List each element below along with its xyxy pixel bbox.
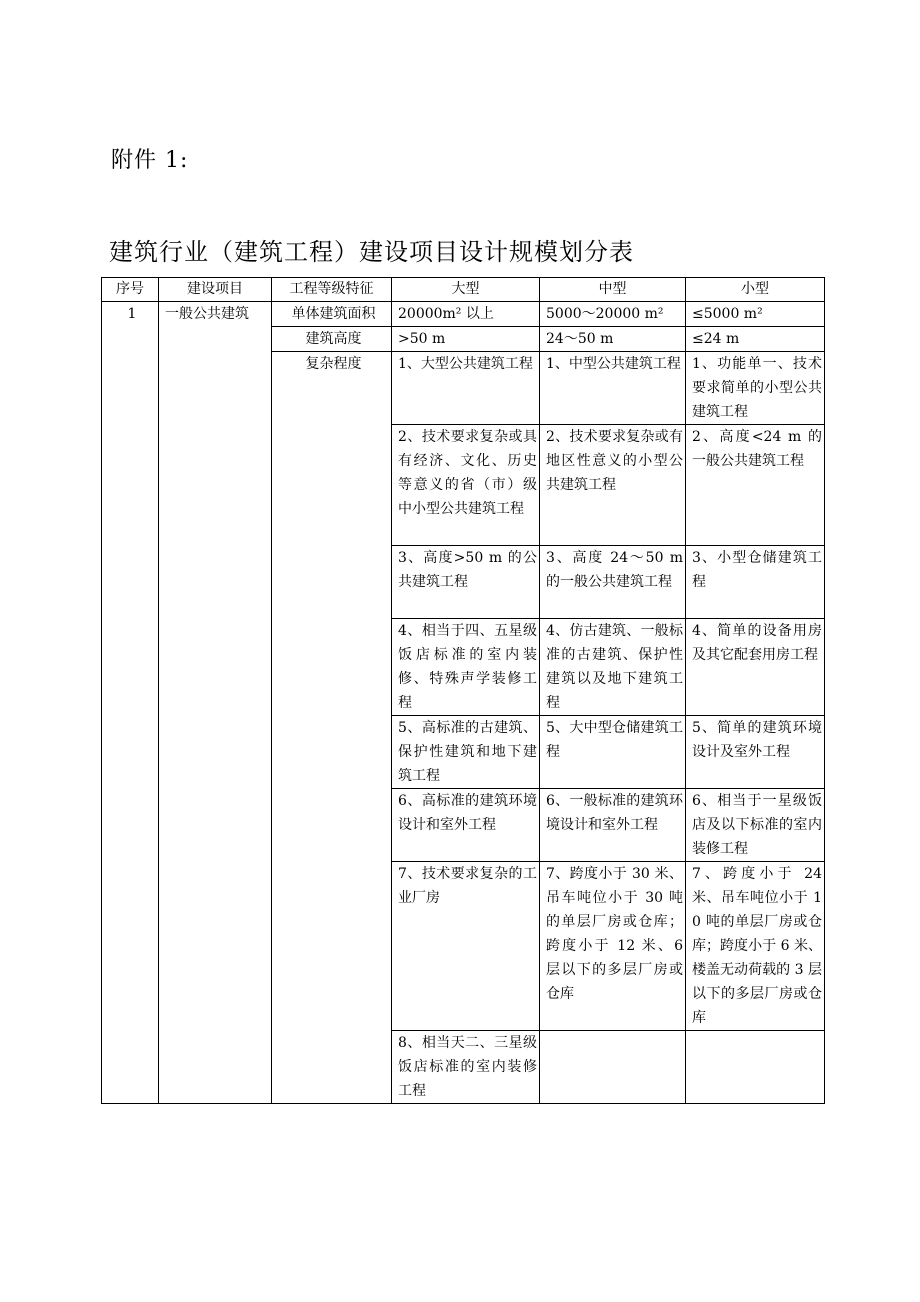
header-no: 序号 (102, 278, 159, 302)
design-scale-table (101, 277, 825, 1104)
complexity-medium-7: 7、跨度小于 30 米、吊车吨位小于 30 吨的单层厂房或仓库；跨度小于 12 米、6 层以下的多层厂房或仓库 (540, 862, 686, 1031)
complexity-small-8 (686, 1031, 825, 1104)
complexity-medium-5: 5、大中型仓储建筑工程 (540, 716, 686, 789)
header-large: 大型 (392, 278, 540, 302)
complexity-large-6: 6、高标准的建筑环境设计和室外工程 (392, 789, 540, 862)
complexity-large-8: 8、相当天二、三星级饭店标准的室内装修工程 (392, 1031, 540, 1104)
area-medium: 5000～20000 m² (540, 302, 686, 327)
area-small: ≤5000 m² (686, 302, 825, 327)
complexity-small-6: 6、相当于一星级饭店及以下标准的室内装修工程 (686, 789, 825, 862)
complexity-medium-3: 3、高度 24～50 m 的一般公共建筑工程 (540, 546, 686, 619)
height-large: >50 m (392, 327, 540, 352)
complexity-medium-2: 2、技术要求复杂或有地区性意义的小型公共建筑工程 (540, 425, 686, 546)
complexity-small-1: 1、功能单一、技术要求简单的小型公共建筑工程 (686, 352, 825, 425)
complexity-large-1: 1、大型公共建筑工程 (392, 352, 540, 425)
complexity-medium-1: 1、中型公共建筑工程 (540, 352, 686, 425)
project-name: 一般公共建筑 (159, 302, 272, 1104)
height-medium: 24～50 m (540, 327, 686, 352)
feature-area-label: 单体建筑面积 (272, 302, 392, 327)
table-header-row (102, 278, 825, 302)
complexity-small-2: 2、高度<24 m 的一般公共建筑工程 (686, 425, 825, 546)
area-large: 20000m² 以上 (392, 302, 540, 327)
document-title: 建筑行业（建筑工程）建设项目设计规模划分表 (109, 238, 634, 266)
header-project: 建设项目 (159, 278, 272, 302)
complexity-large-3: 3、高度>50 m 的公共建筑工程 (392, 546, 540, 619)
header-feature: 工程等级特征 (272, 278, 392, 302)
feature-complexity-label: 复杂程度 (272, 352, 392, 1104)
header-small: 小型 (686, 278, 825, 302)
attachment-title: 附件 1: (111, 148, 189, 173)
height-small: ≤24 m (686, 327, 825, 352)
complexity-small-3: 3、小型仓储建筑工程 (686, 546, 825, 619)
complexity-large-7: 7、技术要求复杂的工业厂房 (392, 862, 540, 1031)
complexity-medium-6: 6、一般标准的建筑环境设计和室外工程 (540, 789, 686, 862)
complexity-large-5: 5、高标准的古建筑、保护性建筑和地下建筑工程 (392, 716, 540, 789)
complexity-large-2: 2、技术要求复杂或具有经济、文化、历史等意义的省（市）级中小型公共建筑工程 (392, 425, 540, 546)
table-row (102, 302, 825, 327)
complexity-small-5: 5、简单的建筑环境设计及室外工程 (686, 716, 825, 789)
complexity-medium-4: 4、仿古建筑、一般标准的古建筑、保护性建筑以及地下建筑工程 (540, 619, 686, 716)
row-number: 1 (102, 302, 159, 1104)
complexity-medium-8 (540, 1031, 686, 1104)
complexity-small-4: 4、简单的设备用房及其它配套用房工程 (686, 619, 825, 716)
feature-height-label: 建筑高度 (272, 327, 392, 352)
header-medium: 中型 (540, 278, 686, 302)
complexity-large-4: 4、相当于四、五星级饭店标准的室内装修、特殊声学装修工程 (392, 619, 540, 716)
complexity-small-7: 7、跨度小于 24 米、吊车吨位小于 10 吨的单层厂房或仓库；跨度小于 6 米、楼盖无动荷载的 3 层以下的多层厂房或仓库 (686, 862, 825, 1031)
